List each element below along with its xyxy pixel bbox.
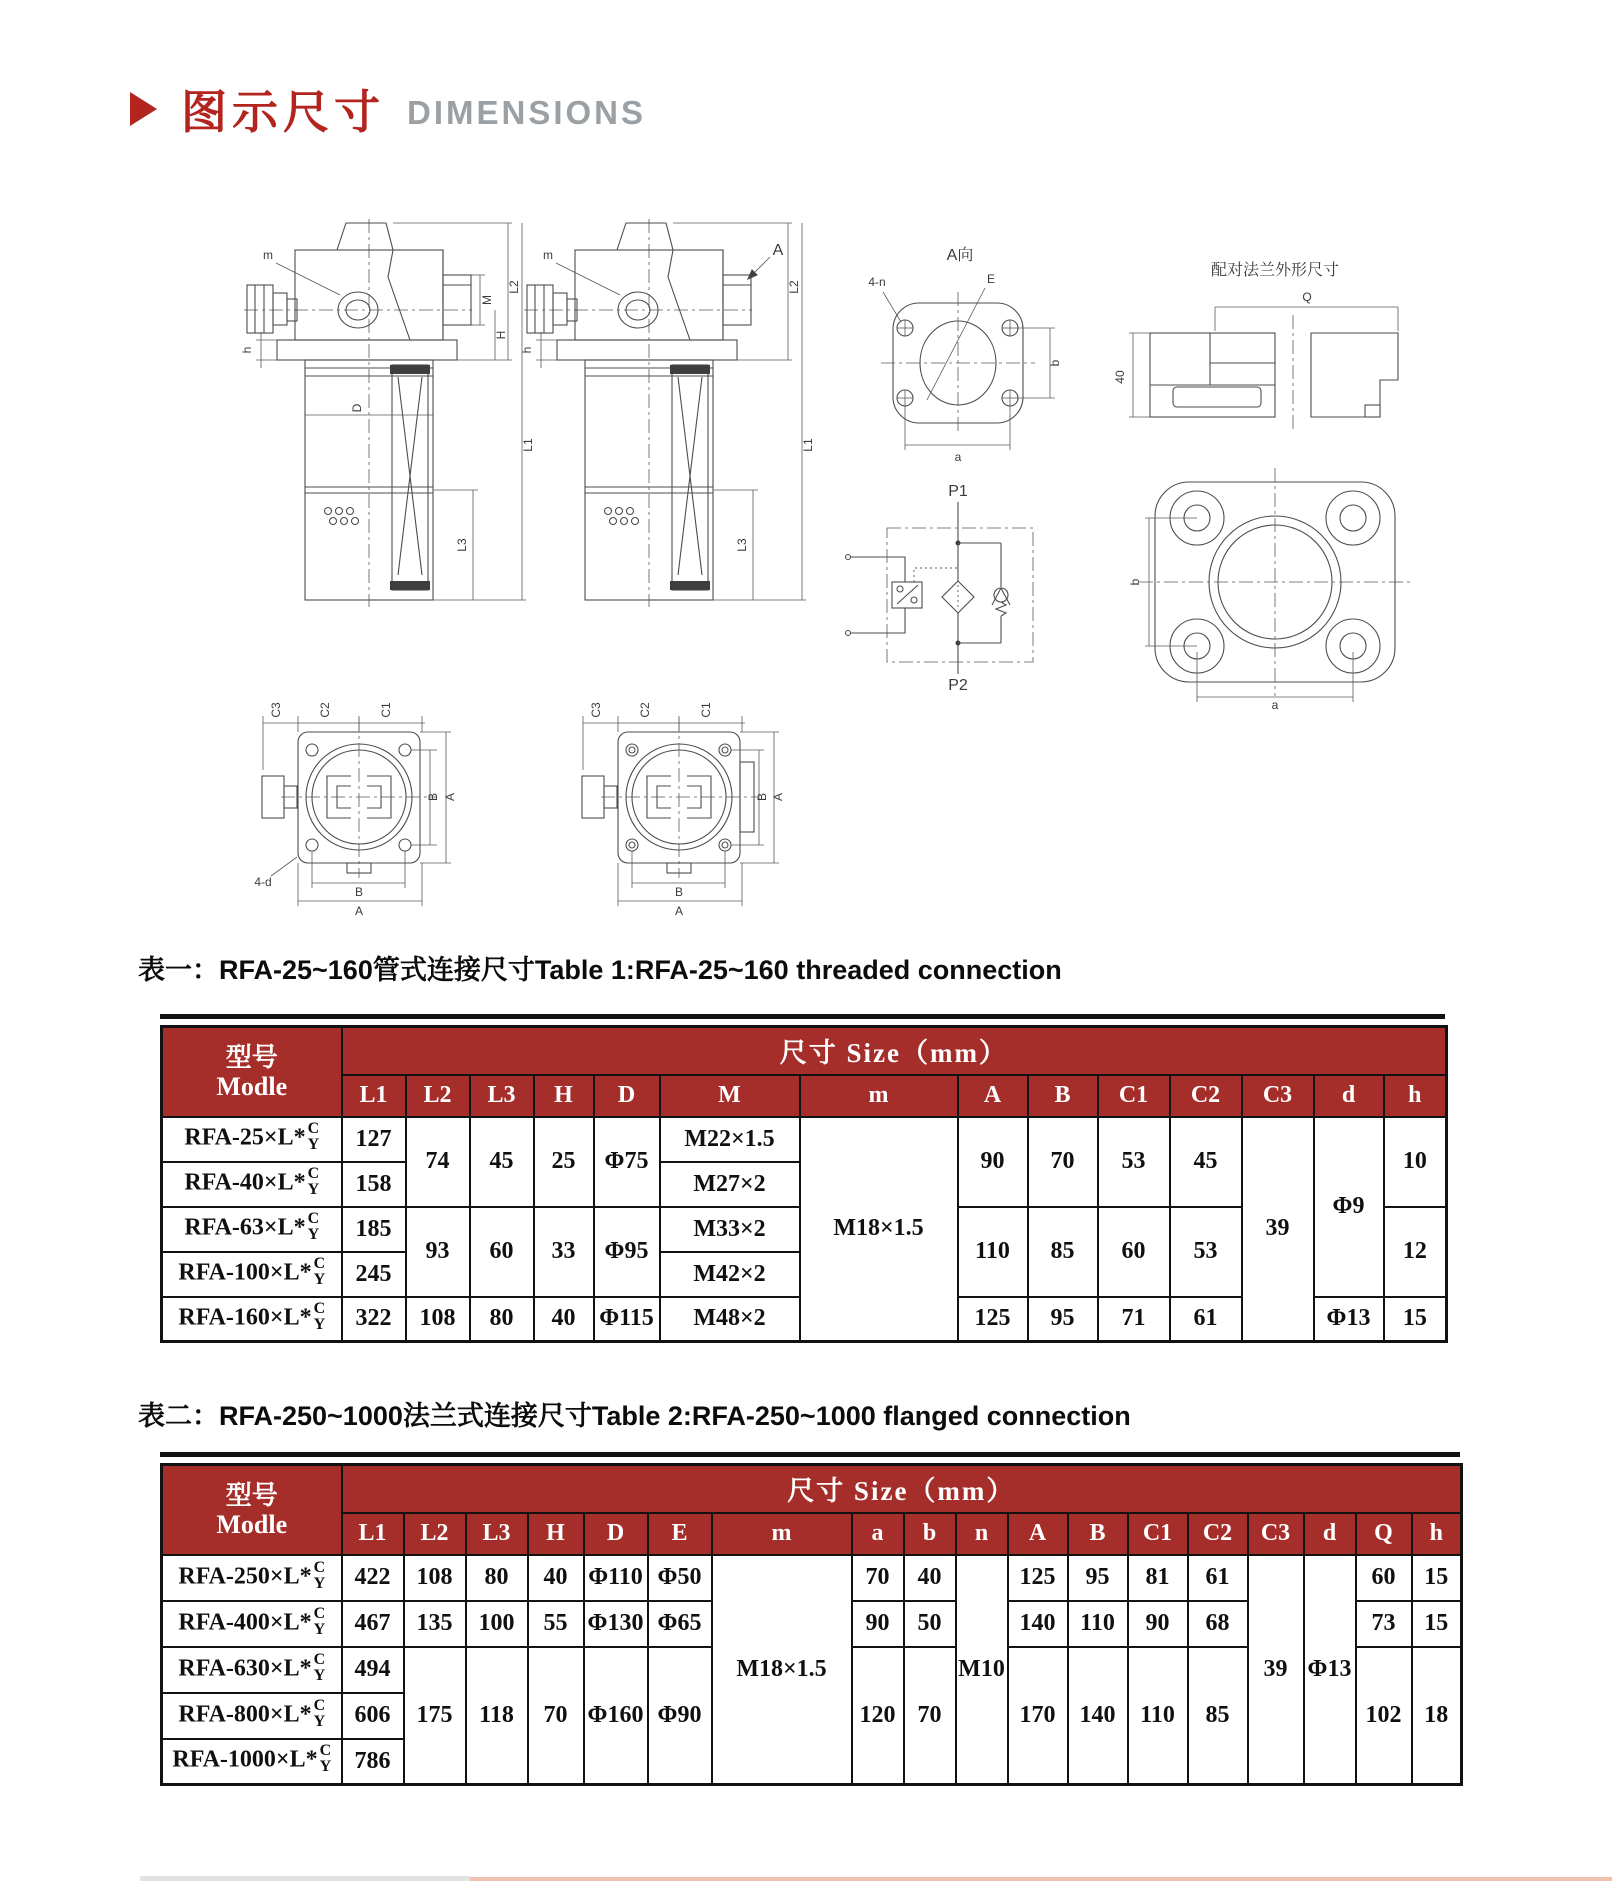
page-heading <box>130 76 646 142</box>
dim-label-A-bottom: A <box>354 904 364 918</box>
model-name: RFA-630×L* <box>178 1655 312 1682</box>
dim-label-M: M <box>480 295 494 305</box>
variant-bottom: Y <box>307 1226 320 1243</box>
cell-L1: 185 <box>342 1207 406 1252</box>
dim-label-4n: 4-n <box>868 275 886 289</box>
variant-top: C <box>319 1742 332 1760</box>
cell-L2: 108 <box>406 1297 470 1342</box>
dim-label-h: h <box>520 346 534 354</box>
variant-top: C <box>313 1558 326 1576</box>
dim-label-L2: L2 <box>507 280 521 294</box>
page-title: 图示尺寸 <box>181 86 385 138</box>
table2-top-rule <box>160 1452 1460 1457</box>
filter-top-view-1 <box>225 650 475 920</box>
variant-bottom: Y <box>313 1666 326 1684</box>
cell-C2: 85 <box>1188 1647 1248 1785</box>
dim-label-a: a <box>954 450 962 464</box>
model-name: RFA-40×L* <box>184 1169 306 1196</box>
cell-d: Φ13 <box>1314 1297 1384 1342</box>
model-name: RFA-250×L* <box>178 1563 312 1590</box>
variant-bottom: Y <box>313 1271 326 1288</box>
model-name: RFA-25×L* <box>184 1124 306 1151</box>
cell-L1: 322 <box>342 1297 406 1342</box>
cell-C1: 71 <box>1098 1297 1170 1342</box>
dim-label-B-right: B <box>755 792 769 802</box>
cell-E: Φ65 <box>648 1601 712 1647</box>
cell-M: M27×2 <box>660 1162 800 1207</box>
col-header-A: A <box>958 1075 1028 1117</box>
col-header-A: A <box>1008 1513 1068 1555</box>
cell-C1: 60 <box>1098 1207 1170 1297</box>
cell-C3: 39 <box>1242 1117 1314 1342</box>
model-cell <box>162 1162 342 1207</box>
cell-B: 95 <box>1068 1555 1128 1601</box>
cell-C2: 61 <box>1188 1555 1248 1601</box>
col-header-B: B <box>1028 1075 1098 1117</box>
cell-L3: 45 <box>470 1117 534 1207</box>
variant-top: C <box>313 1696 326 1714</box>
cell-a: 90 <box>852 1601 904 1647</box>
model-cell <box>162 1555 342 1601</box>
dim-label-B-right: B <box>426 792 440 802</box>
dim-label-a: a <box>1271 698 1279 712</box>
size-header: 尺寸 Size（mm） <box>342 1027 1447 1075</box>
col-header-D: D <box>584 1513 648 1555</box>
cell-B: 85 <box>1028 1207 1098 1297</box>
dim-label-B-bottom: B <box>354 885 364 899</box>
dim-label-L3: L3 <box>455 538 469 552</box>
cell-B: 70 <box>1028 1117 1098 1207</box>
col-header-H: H <box>534 1075 594 1117</box>
flange-front-lines <box>1139 468 1411 702</box>
col-header-m: m <box>800 1075 958 1117</box>
cell-L2: 135 <box>404 1601 466 1647</box>
cell-C2: 61 <box>1170 1297 1242 1342</box>
cell-L2: 93 <box>406 1207 470 1297</box>
variant-bottom: Y <box>313 1574 326 1592</box>
dim-label-D: D <box>350 403 364 413</box>
dim-label-C3: C3 <box>269 702 283 718</box>
col-header-d: d <box>1304 1513 1356 1555</box>
dim-label-C2: C2 <box>638 702 652 718</box>
cell-C1: 53 <box>1098 1117 1170 1207</box>
table2-title: 表二：RFA-250~1000法兰式连接尺寸Table 2:RFA-250~1000 flanged connection <box>138 1401 1131 1431</box>
port-label-p2: P2 <box>948 677 968 694</box>
cell-L1: 245 <box>342 1252 406 1297</box>
cell-h: 10 <box>1384 1117 1447 1207</box>
model-header-zh: 型号 <box>225 1480 278 1510</box>
page-subtitle: DIMENSIONS <box>407 94 647 131</box>
dim-label-h: h <box>240 346 254 354</box>
cell-B: 95 <box>1028 1297 1098 1342</box>
cell-A: 110 <box>958 1207 1028 1297</box>
model-cell <box>162 1739 342 1785</box>
model-name: RFA-1000×L* <box>172 1746 318 1773</box>
dim-label-40: 40 <box>1113 370 1127 384</box>
top-view1-lines <box>262 716 451 906</box>
cell-H: 40 <box>528 1555 584 1601</box>
variant-top: C <box>313 1255 326 1272</box>
cell-E: Φ90 <box>648 1647 712 1785</box>
col-header-C2: C2 <box>1188 1513 1248 1555</box>
model-name: RFA-100×L* <box>178 1259 312 1286</box>
model-cell <box>162 1297 342 1342</box>
filter-top-view-2 <box>545 650 795 920</box>
view-title: A向 <box>946 247 974 264</box>
cell-m: M18×1.5 <box>800 1117 958 1342</box>
cell-d: Φ13 <box>1304 1555 1356 1785</box>
cell-Q: 102 <box>1356 1647 1412 1785</box>
cell-E: Φ50 <box>648 1555 712 1601</box>
cell-L2: 175 <box>404 1647 466 1785</box>
cell-D: Φ75 <box>594 1117 660 1207</box>
cell-D: Φ110 <box>584 1555 648 1601</box>
cell-L1: 422 <box>342 1555 404 1601</box>
col-header-H: H <box>528 1513 584 1555</box>
col-header-C1: C1 <box>1098 1075 1170 1117</box>
cell-H: 25 <box>534 1117 594 1207</box>
cell-M: M48×2 <box>660 1297 800 1342</box>
cell-A: 125 <box>958 1297 1028 1342</box>
dim-label-E: E <box>986 272 996 286</box>
model-header-zh: 型号 <box>225 1042 278 1072</box>
flange-front-view <box>1125 462 1425 710</box>
dim-label-m: m <box>543 248 553 262</box>
model-name: RFA-160×L* <box>178 1304 312 1331</box>
model-variant-stack <box>314 1560 326 1592</box>
section2-lines <box>524 219 806 607</box>
table1 <box>160 1025 1448 1343</box>
footer-strip-red <box>470 1877 1612 1881</box>
model-variant-stack <box>314 1301 326 1333</box>
col-header-C3: C3 <box>1248 1513 1304 1555</box>
table-row <box>162 1555 1462 1601</box>
cell-C2: 45 <box>1170 1117 1242 1207</box>
variant-bottom: Y <box>307 1136 320 1153</box>
model-variant-stack <box>314 1606 326 1638</box>
cell-H: 55 <box>528 1601 584 1647</box>
cell-A: 140 <box>1008 1601 1068 1647</box>
model-variant-stack <box>308 1211 320 1243</box>
dim-label-b: b <box>1048 359 1062 367</box>
cell-D: Φ130 <box>584 1601 648 1647</box>
cell-a: 70 <box>852 1555 904 1601</box>
dim-label-b: b <box>1128 578 1142 586</box>
schematic-lines <box>846 502 1034 674</box>
cell-L2: 108 <box>404 1555 466 1601</box>
cell-a: 120 <box>852 1647 904 1785</box>
variant-bottom: Y <box>313 1315 326 1333</box>
table-row <box>162 1117 1447 1162</box>
cell-L1: 467 <box>342 1601 404 1647</box>
a-direction-view <box>845 228 1085 468</box>
model-cell <box>162 1252 342 1297</box>
model-cell <box>162 1117 342 1162</box>
cell-L3: 118 <box>466 1647 528 1785</box>
col-header-b: b <box>904 1513 956 1555</box>
variant-top: C <box>313 1650 326 1668</box>
col-header-L2: L2 <box>404 1513 466 1555</box>
col-header-M: M <box>660 1075 800 1117</box>
filter-section-view-2 <box>520 215 818 610</box>
model-header-en: Modle <box>216 1509 288 1539</box>
model-name: RFA-800×L* <box>178 1701 312 1728</box>
port-label-p1: P1 <box>948 483 968 500</box>
col-header-L2: L2 <box>406 1075 470 1117</box>
table-header-row <box>162 1027 1447 1075</box>
table1-title: 表一：RFA-25~160管式连接尺寸Table 1:RFA-25~160 threaded connection <box>138 955 1062 985</box>
arrow-icon <box>130 92 157 126</box>
cell-B: 140 <box>1068 1647 1128 1785</box>
variant-top: C <box>313 1604 326 1622</box>
variant-top: C <box>313 1299 326 1317</box>
cell-H: 70 <box>528 1647 584 1785</box>
col-header-h: h <box>1384 1075 1447 1117</box>
col-header-L1: L1 <box>342 1075 406 1117</box>
section1-lines <box>244 219 526 607</box>
model-column-header <box>162 1465 342 1555</box>
cell-L1: 127 <box>342 1117 406 1162</box>
variant-top: C <box>307 1120 320 1137</box>
model-variant-stack <box>320 1743 332 1775</box>
cell-M: M33×2 <box>660 1207 800 1252</box>
col-header-m: m <box>712 1513 852 1555</box>
cell-M: M42×2 <box>660 1252 800 1297</box>
hydraulic-schematic <box>830 468 1070 698</box>
cell-L3: 80 <box>470 1297 534 1342</box>
cell-L1: 606 <box>342 1693 404 1739</box>
cell-B: 110 <box>1068 1601 1128 1647</box>
model-cell <box>162 1207 342 1252</box>
cell-C1: 90 <box>1128 1601 1188 1647</box>
cell-H: 40 <box>534 1297 594 1342</box>
col-header-h: h <box>1412 1513 1462 1555</box>
model-name: RFA-400×L* <box>178 1609 312 1636</box>
cell-D: Φ95 <box>594 1207 660 1297</box>
cell-A: 90 <box>958 1117 1028 1207</box>
variant-bottom: Y <box>313 1712 326 1730</box>
cell-Q: 60 <box>1356 1555 1412 1601</box>
mating-flange-section <box>1115 235 1415 445</box>
cell-L2: 74 <box>406 1117 470 1207</box>
cell-h: 15 <box>1412 1555 1462 1601</box>
model-variant-stack <box>308 1166 320 1198</box>
cell-n: M10 <box>956 1555 1008 1785</box>
col-header-n: n <box>956 1513 1008 1555</box>
col-header-L3: L3 <box>466 1513 528 1555</box>
col-header-L3: L3 <box>470 1075 534 1117</box>
dim-label-Q: Q <box>1302 290 1312 304</box>
cell-L3: 60 <box>470 1207 534 1297</box>
dim-label-C3: C3 <box>589 702 603 718</box>
cell-D: Φ160 <box>584 1647 648 1785</box>
table-subheader-row <box>162 1075 1447 1117</box>
dim-label-L1: L1 <box>801 438 815 452</box>
col-header-D: D <box>594 1075 660 1117</box>
cell-C1: 110 <box>1128 1647 1188 1785</box>
dim-label-C1: C1 <box>379 702 393 718</box>
model-variant-stack <box>308 1121 320 1153</box>
model-column-header <box>162 1027 342 1117</box>
model-cell <box>162 1601 342 1647</box>
variant-bottom: Y <box>307 1181 320 1198</box>
model-cell <box>162 1693 342 1739</box>
dim-label-m: m <box>263 248 273 262</box>
variant-top: C <box>307 1165 320 1182</box>
dim-label-B-bottom: B <box>674 885 684 899</box>
cell-C1: 81 <box>1128 1555 1188 1601</box>
cell-C2: 53 <box>1170 1207 1242 1297</box>
filter-section-view-1 <box>240 215 538 610</box>
dim-label-A-right: A <box>443 792 457 802</box>
col-header-Q: Q <box>1356 1513 1412 1555</box>
view-label-A: A <box>772 242 784 259</box>
cell-m: M18×1.5 <box>712 1555 852 1785</box>
table2 <box>160 1463 1463 1786</box>
dim-label-A-right: A <box>771 792 785 802</box>
model-cell <box>162 1647 342 1693</box>
cell-h: 12 <box>1384 1207 1447 1297</box>
size-header: 尺寸 Size（mm） <box>342 1465 1462 1513</box>
dim-label-A-bottom: A <box>674 904 684 918</box>
model-header-en: Modle <box>216 1071 288 1101</box>
cell-C2: 68 <box>1188 1601 1248 1647</box>
cell-M: M22×1.5 <box>660 1117 800 1162</box>
cell-A: 170 <box>1008 1647 1068 1785</box>
variant-bottom: Y <box>319 1758 332 1776</box>
col-header-a: a <box>852 1513 904 1555</box>
col-header-E: E <box>648 1513 712 1555</box>
cell-h: 15 <box>1412 1601 1462 1647</box>
dim-label-H: H <box>494 330 508 340</box>
cell-L1: 786 <box>342 1739 404 1785</box>
cell-A: 125 <box>1008 1555 1068 1601</box>
dim-label-C2: C2 <box>318 702 332 718</box>
table1-top-rule <box>160 1014 1445 1019</box>
footer-strip-gray <box>140 1876 470 1881</box>
top-view2-lines <box>582 716 779 906</box>
dim-label-C1: C1 <box>699 702 713 718</box>
mating-flange-lines <box>1129 307 1398 433</box>
cell-b: 50 <box>904 1601 956 1647</box>
col-header-d: d <box>1314 1075 1384 1117</box>
table-subheader-row <box>162 1513 1462 1555</box>
variant-bottom: Y <box>313 1620 326 1638</box>
cell-b: 40 <box>904 1555 956 1601</box>
model-variant-stack <box>314 1256 326 1288</box>
cell-d: Φ9 <box>1314 1117 1384 1297</box>
cell-Q: 73 <box>1356 1601 1412 1647</box>
table-header-row <box>162 1465 1462 1513</box>
col-header-B: B <box>1068 1513 1128 1555</box>
dim-label-L3: L3 <box>735 538 749 552</box>
dim-label-4d: 4-d <box>254 875 272 889</box>
dim-label-L1: L1 <box>521 438 535 452</box>
view-title: 配对法兰外形尺寸 <box>1210 262 1340 279</box>
col-header-C2: C2 <box>1170 1075 1242 1117</box>
model-name: RFA-63×L* <box>184 1214 306 1241</box>
model-variant-stack <box>314 1698 326 1730</box>
cell-C3: 39 <box>1248 1555 1304 1785</box>
cell-L3: 80 <box>466 1555 528 1601</box>
dim-label-L2: L2 <box>787 280 801 294</box>
cell-h: 15 <box>1384 1297 1447 1342</box>
variant-top: C <box>307 1210 320 1227</box>
cell-L1: 494 <box>342 1647 404 1693</box>
cell-b: 70 <box>904 1647 956 1785</box>
cell-L1: 158 <box>342 1162 406 1207</box>
col-header-C3: C3 <box>1242 1075 1314 1117</box>
cell-L3: 100 <box>466 1601 528 1647</box>
model-variant-stack <box>314 1652 326 1684</box>
col-header-L1: L1 <box>342 1513 404 1555</box>
a-view-lines <box>881 288 1055 450</box>
col-header-C1: C1 <box>1128 1513 1188 1555</box>
cell-H: 33 <box>534 1207 594 1297</box>
cell-h: 18 <box>1412 1647 1462 1785</box>
cell-D: Φ115 <box>594 1297 660 1342</box>
